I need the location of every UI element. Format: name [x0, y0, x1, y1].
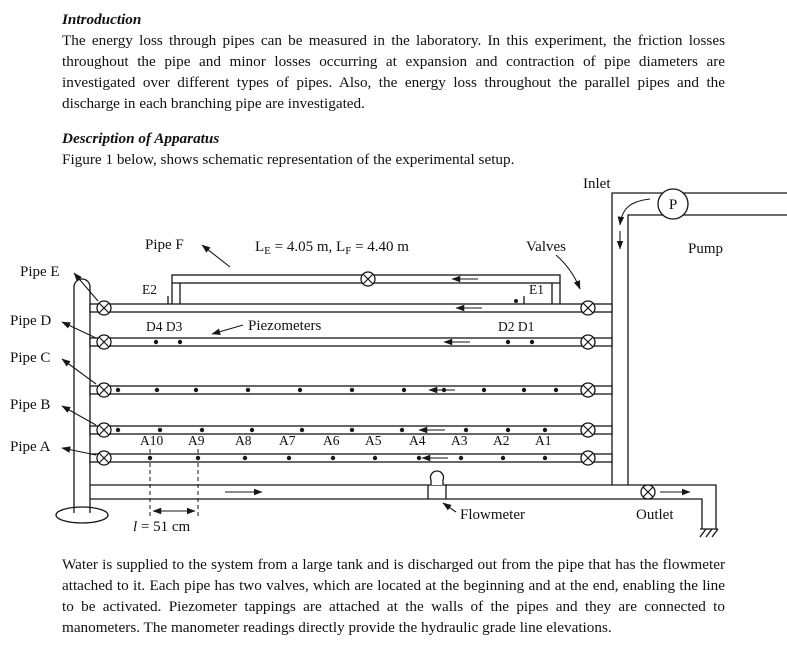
valve-icon [581, 301, 595, 315]
left-stand [56, 279, 108, 523]
apparatus-heading: Description of Apparatus [62, 129, 220, 147]
valves-left [97, 301, 111, 465]
valves-label: Valves [526, 238, 566, 255]
figure-intro-line: Figure 1 below, shows schematic representation of the experimental setup. [62, 150, 515, 168]
pump-symbol-label: P [668, 196, 678, 213]
valve-icon [581, 383, 595, 397]
figure-1-diagram [0, 175, 787, 547]
closing-paragraph: Water is supplied to the system from a large tank and is discharged out from the pipe that has the flowmeter attached to it. Each pipe has two valves, which are located at the beginning and at the end, enabling the line to be activated. Piezometer tappings are attached at the walls of the pipes and they are connected to manometers. The manometer readings directly provide the hydraulic grade line elevations. [62, 555, 725, 636]
outlet-label: Outlet [636, 506, 674, 523]
svg-text:A10: A10 [140, 432, 164, 448]
pipe-b-label: Pipe B [10, 396, 51, 413]
apparatus-schematic [0, 175, 787, 547]
flowmeter-icon [428, 471, 446, 499]
pump-label: Pump [688, 240, 724, 257]
svg-text:A9: A9 [188, 432, 205, 448]
outlet-tap-hatch [700, 529, 718, 537]
intro-paragraph: The energy loss through pipes can be measured in the laboratory. In this experiment, the friction losses throughout the pipe and minor losses occurring at expansion and contraction of pipe diameters are investigated over different types of pipes. Also, the energy loss throughout the parallel pipes and the discharge in each branching pipe are investigated. [62, 31, 725, 112]
piezometers-label: Piezometers [248, 317, 322, 334]
supply-pipe [612, 193, 787, 485]
pipe-d-label: Pipe D [10, 312, 52, 329]
svg-text:A1: A1 [535, 432, 552, 448]
pipe-a-label: Pipe A [10, 438, 51, 455]
label-leaders [62, 245, 580, 512]
pipe-e [90, 304, 612, 312]
piezometer-ticks-e [168, 296, 524, 304]
svg-text:A8: A8 [235, 432, 252, 448]
valve-icon [581, 451, 595, 465]
svg-text:A2: A2 [493, 432, 510, 448]
valve-icon [361, 272, 375, 286]
tap-a-labels [140, 433, 552, 448]
inlet-label: Inlet [583, 175, 611, 192]
inlet-flow-arrow [620, 199, 650, 225]
intro-heading: Introduction [62, 11, 142, 28]
valve-icon [641, 485, 655, 499]
svg-text:A3: A3 [451, 432, 468, 448]
tap-e2-label: E2 [142, 281, 157, 297]
valve-icon [581, 335, 595, 349]
pipe-f-label: Pipe F [145, 236, 184, 253]
valve-icon [97, 451, 111, 465]
tap-e1-label: E1 [529, 281, 544, 297]
length-formula: $L_E = 4.05$ m, $L_F = 4.40$ m [255, 238, 409, 257]
flowmeter-label: Flowmeter [460, 506, 525, 523]
pipe-e-label: Pipe E [20, 263, 60, 280]
tap-d-left-label: D4 D3 [146, 318, 183, 334]
valve-icon [97, 423, 111, 437]
length-label: l = 51 cm [133, 518, 191, 535]
svg-text:A6: A6 [323, 432, 340, 448]
valve-icon [97, 301, 111, 315]
tap-d-right-label: D2 D1 [498, 318, 535, 334]
svg-text:A4: A4 [409, 432, 426, 448]
svg-text:A5: A5 [365, 432, 382, 448]
valve-icon [581, 423, 595, 437]
svg-text:A7: A7 [279, 432, 296, 448]
valve-icon [97, 383, 111, 397]
valves-right [581, 301, 595, 465]
pipe-c-label: Pipe C [10, 349, 51, 366]
pump-icon [658, 189, 688, 219]
pipe-a [90, 454, 612, 462]
valve-icon [97, 335, 111, 349]
